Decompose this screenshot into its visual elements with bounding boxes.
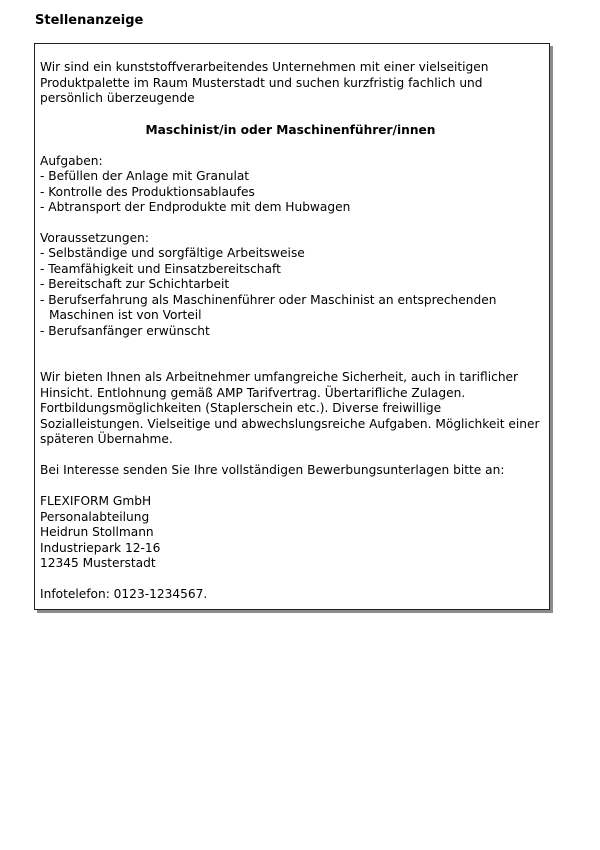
task-item: - Befüllen der Anlage mit Granulat (40, 169, 250, 183)
requirement-item: - Teamfähigkeit und Einsatzbereitschaft (40, 261, 281, 276)
requirement-item: - Berufsanfänger erwünscht (40, 323, 210, 338)
application-request: Bei Interesse senden Sie Ihre vollständigen Bewerbungsunterlagen bitte an: (40, 463, 505, 477)
position-title: Maschinist/in oder Maschinenführer/innen (145, 122, 436, 137)
task-item: - Kontrolle des Produktionsablaufes (40, 184, 255, 199)
info-phone: Infotelefon: 0123-1234567. (40, 587, 208, 601)
requirements-list (40, 246, 541, 339)
tasks-section (40, 154, 541, 216)
requirements-section (40, 231, 541, 340)
city-address: 12345 Musterstadt (40, 556, 156, 570)
requirement-item: - Berufserfahrung als Maschinenführer oder Maschinist an entsprechenden Maschinen ist von Vorteil (40, 292, 497, 322)
page-title: Stellenanzeige (35, 13, 144, 28)
street-address: Industriepark 12-16 (40, 540, 161, 555)
contact-person: Heidrun Stollmann (40, 525, 154, 539)
offer-text: Wir bieten Ihnen als Arbeitnehmer umfangreiche Sicherheit, auch in tariflicher Hinsicht. Entlohnung gemäß AMP Tarifvertrag. Übertarifliche Zulagen. Fortbildungsmöglichkeiten (Staplerschein etc.). Diverse freiwillige Sozialleistungen. Vielseitige und abwechslungsreiche Aufgaben. Möglichkeit einer späteren Übernahme. (40, 370, 540, 446)
requirement-item: - Selbständige und sorgfältige Arbeitsweise (40, 246, 305, 260)
company-name: FLEXIFORM GmbH (40, 494, 152, 508)
intro-text: Wir sind ein kunststoffverarbeitendes Unternehmen mit einer vielseitigen Produktpalette im Raum Musterstadt und suchen kurzfristig fachlich und persönlich überzeugende (40, 60, 489, 105)
requirement-item: - Bereitschaft zur Schichtarbeit (40, 277, 230, 291)
contact-address (40, 494, 541, 572)
department-name: Personalabteilung (40, 509, 150, 524)
requirements-label: Voraussetzungen: (40, 230, 149, 245)
tasks-list (40, 169, 541, 216)
job-ad-box (34, 43, 550, 610)
tasks-label: Aufgaben: (40, 153, 103, 168)
task-item: - Abtransport der Endprodukte mit dem Hubwagen (40, 200, 351, 214)
